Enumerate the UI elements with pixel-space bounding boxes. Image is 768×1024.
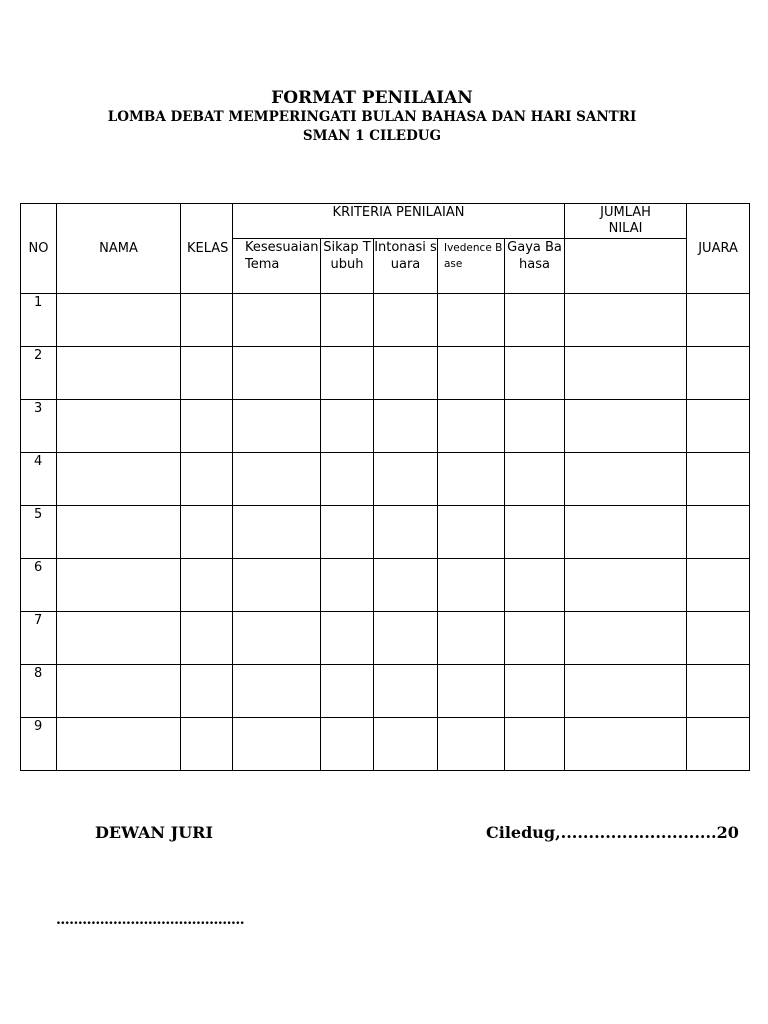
table-cell: [181, 400, 233, 453]
table-cell: [687, 400, 750, 453]
table-cell: [57, 718, 181, 771]
table-cell: [374, 612, 438, 665]
table-cell: [181, 718, 233, 771]
table-cell: [181, 453, 233, 506]
table-cell: [233, 718, 321, 771]
table-cell: [57, 665, 181, 718]
table-cell: [374, 400, 438, 453]
table-cell: [565, 506, 687, 559]
table-cell: [687, 347, 750, 400]
table-cell: [687, 559, 750, 612]
row-number: 7: [21, 612, 57, 665]
table-cell: [233, 453, 321, 506]
dewan-juri-label: DEWAN JURI: [95, 823, 213, 842]
row-number: 6: [21, 559, 57, 612]
table-cell: [57, 506, 181, 559]
table-cell: [321, 347, 374, 400]
table-cell: [565, 453, 687, 506]
table-cell: [438, 506, 505, 559]
criteria-sikap-tubuh: Sikap Tubuh: [321, 239, 374, 294]
table-cell: [321, 453, 374, 506]
table-cell: [438, 559, 505, 612]
table-cell: [565, 347, 687, 400]
row-number: 5: [21, 506, 57, 559]
school-name: SMAN 1 CILEDUG: [302, 128, 442, 144]
table-cell: [233, 559, 321, 612]
table-cell: [438, 347, 505, 400]
table-cell: [374, 506, 438, 559]
table-row: [21, 294, 750, 347]
jumlah-nilai-blank: [565, 239, 687, 294]
table-cell: [687, 294, 750, 347]
place-date-line: Ciledug,............................20: [486, 823, 739, 842]
table-cell: [233, 506, 321, 559]
table-cell: [505, 612, 565, 665]
table-cell: [181, 612, 233, 665]
header-no: NO: [21, 204, 57, 294]
row-number: 9: [21, 718, 57, 771]
table-cell: [374, 718, 438, 771]
table-cell: [181, 294, 233, 347]
table-cell: [565, 718, 687, 771]
table-cell: [321, 718, 374, 771]
header-nama: NAMA: [57, 204, 181, 294]
table-cell: [687, 506, 750, 559]
criteria-kesesuaian-tema: Kesesuaian Tema: [233, 239, 321, 294]
table-cell: [505, 665, 565, 718]
row-number: 1: [21, 294, 57, 347]
table-cell: [233, 347, 321, 400]
table-cell: [181, 665, 233, 718]
document-title: FORMAT PENILAIAN: [271, 88, 473, 108]
table-cell: [687, 453, 750, 506]
table-cell: [505, 718, 565, 771]
row-number: 3: [21, 400, 57, 453]
table-row: [21, 400, 750, 453]
header-kriteria: KRITERIA PENILAIAN: [233, 204, 565, 239]
table-cell: [687, 665, 750, 718]
table-cell: [565, 665, 687, 718]
table-cell: [233, 400, 321, 453]
table-cell: [565, 612, 687, 665]
table-cell: [438, 400, 505, 453]
table-cell: [321, 400, 374, 453]
table-cell: [57, 453, 181, 506]
table-cell: [57, 559, 181, 612]
table-row: [21, 506, 750, 559]
criteria-gaya-bahasa: Gaya Bahasa: [505, 239, 565, 294]
header-jumlah-nilai: [565, 204, 687, 239]
table-cell: [565, 400, 687, 453]
table-cell: [505, 506, 565, 559]
table-cell: [374, 347, 438, 400]
table-cell: [505, 400, 565, 453]
table-row: [21, 347, 750, 400]
table-row: [21, 612, 750, 665]
table-row: [21, 453, 750, 506]
table-cell: [438, 718, 505, 771]
table-cell: [321, 506, 374, 559]
row-number: 4: [21, 453, 57, 506]
table-cell: [687, 612, 750, 665]
table-row: [21, 665, 750, 718]
row-number: 8: [21, 665, 57, 718]
header-kelas: KELAS: [181, 204, 233, 294]
criteria-ivedence-base: Ivedence Base: [438, 239, 505, 294]
table-row: [21, 718, 750, 771]
table-cell: [181, 347, 233, 400]
table-cell: [321, 559, 374, 612]
table-cell: [321, 294, 374, 347]
table-cell: [57, 612, 181, 665]
document-subtitle: LOMBA DEBAT MEMPERINGATI BULAN BAHASA DAN HARI SANTRI: [107, 109, 637, 125]
table-cell: [233, 612, 321, 665]
table-cell: [438, 612, 505, 665]
table-cell: [374, 294, 438, 347]
table-cell: [374, 453, 438, 506]
header-juara: JUARA: [687, 204, 750, 294]
table-cell: [505, 347, 565, 400]
table-cell: [438, 453, 505, 506]
table-row: [21, 559, 750, 612]
table-cell: [565, 294, 687, 347]
table-cell: [374, 559, 438, 612]
table-cell: [57, 294, 181, 347]
table-cell: [181, 559, 233, 612]
table-cell: [687, 718, 750, 771]
table-cell: [321, 612, 374, 665]
table-cell: [505, 453, 565, 506]
table-cell: [565, 559, 687, 612]
table-cell: [181, 506, 233, 559]
criteria-intonasi-suara: Intonasi suara: [374, 239, 438, 294]
table-cell: [57, 400, 181, 453]
signature-line: ...........................................: [56, 912, 245, 928]
assessment-table: [20, 203, 750, 771]
table-cell: [233, 665, 321, 718]
row-number: 2: [21, 347, 57, 400]
table-cell: [505, 559, 565, 612]
table-cell: [505, 294, 565, 347]
table-cell: [57, 347, 181, 400]
table-cell: [438, 665, 505, 718]
table-cell: [321, 665, 374, 718]
jumlah-nilai-label: JUMLAH NILAI: [600, 205, 651, 236]
table-cell: [374, 665, 438, 718]
table-cell: [438, 294, 505, 347]
table-cell: [233, 294, 321, 347]
